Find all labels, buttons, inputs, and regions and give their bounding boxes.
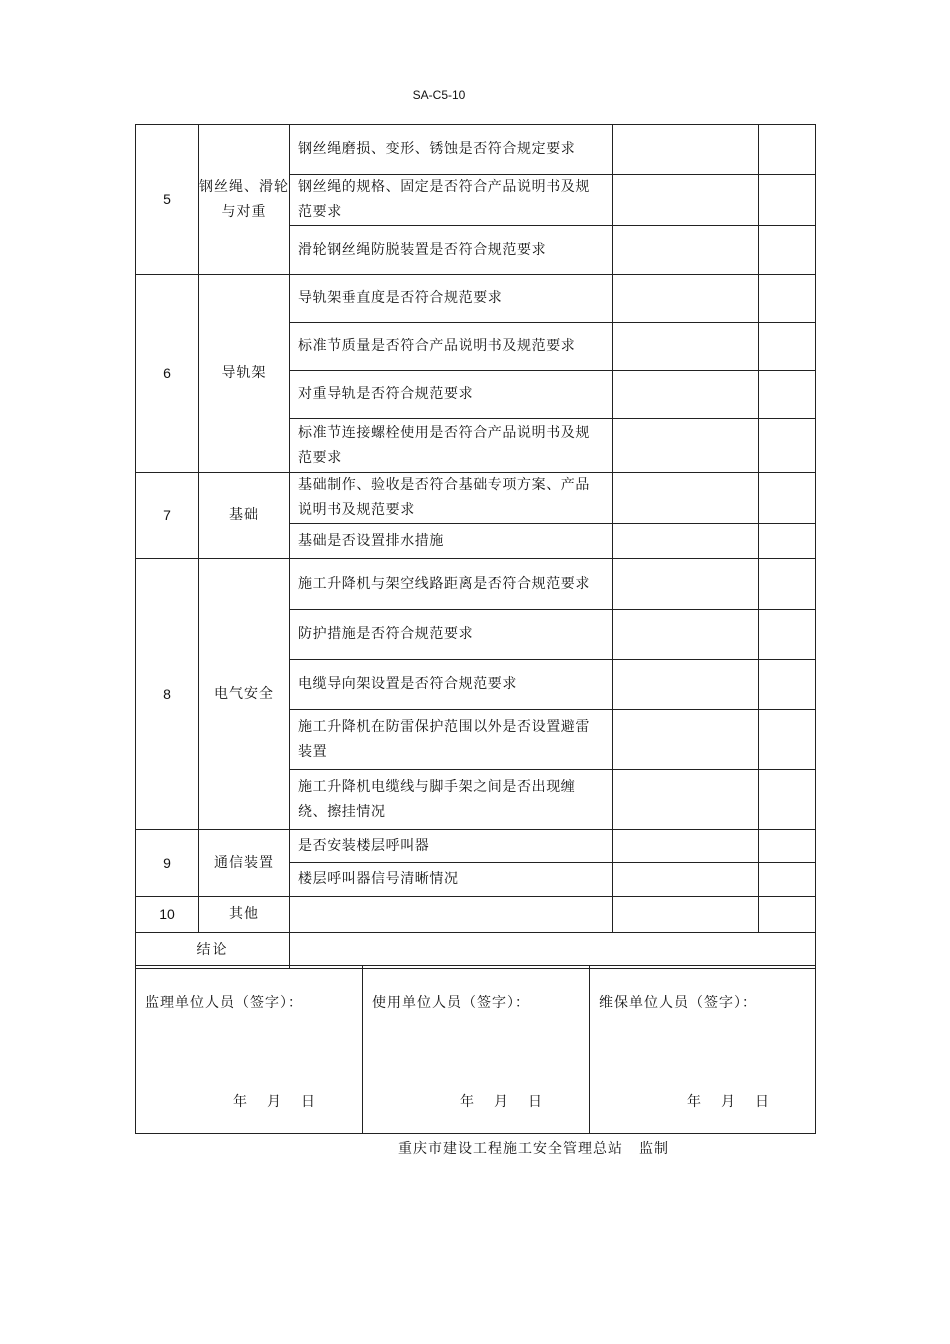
check-item: 对重导轨是否符合规范要求	[290, 371, 613, 419]
date-month: 月	[721, 1094, 735, 1110]
row-number: 5	[136, 125, 199, 275]
date-day: 日	[301, 1094, 315, 1110]
result-cell[interactable]	[613, 323, 759, 371]
check-item: 电缆导向架设置是否符合规范要求	[290, 660, 613, 710]
remark-cell[interactable]	[759, 419, 816, 473]
check-item: 是否安装楼层呼叫器	[290, 830, 613, 863]
remark-cell[interactable]	[759, 473, 816, 524]
remark-cell[interactable]	[759, 897, 816, 933]
result-cell[interactable]	[613, 473, 759, 524]
date-year: 年	[233, 1094, 247, 1110]
row-category: 通信装置	[199, 830, 290, 897]
footer-suffix: 监制	[639, 1141, 669, 1157]
check-item: 钢丝绳磨损、变形、锈蚀是否符合规定要求	[290, 125, 613, 175]
date-day: 日	[755, 1094, 769, 1110]
signature-cell-user[interactable]	[363, 966, 590, 1134]
date-year: 年	[687, 1094, 701, 1110]
result-cell[interactable]	[613, 660, 759, 710]
date-month: 月	[267, 1094, 281, 1110]
check-item: 施工升降机电缆线与脚手架之间是否出现缠绕、擦挂情况	[290, 770, 613, 830]
date-month: 月	[494, 1094, 508, 1110]
signature-date	[233, 1091, 335, 1111]
table-row	[136, 897, 816, 933]
row-number: 8	[136, 559, 199, 830]
remark-cell[interactable]	[759, 830, 816, 863]
row-category: 导轨架	[199, 275, 290, 473]
footer-org: 重庆市建设工程施工安全管理总站	[398, 1141, 623, 1157]
result-cell[interactable]	[613, 419, 759, 473]
remark-cell[interactable]	[759, 226, 816, 275]
row-number: 6	[136, 275, 199, 473]
row-number: 9	[136, 830, 199, 897]
signature-label: 使用单位人员（签字）：	[372, 995, 530, 1011]
remark-cell[interactable]	[759, 275, 816, 323]
table-row	[136, 473, 816, 524]
result-cell[interactable]	[613, 524, 759, 559]
check-item: 施工升降机在防雷保护范围以外是否设置避雷装置	[290, 710, 613, 770]
check-item: 基础制作、验收是否符合基础专项方案、产品说明书及规范要求	[290, 473, 613, 524]
check-item: 防护措施是否符合规范要求	[290, 610, 613, 660]
table-row	[136, 275, 816, 323]
result-cell[interactable]	[613, 559, 759, 610]
check-item: 导轨架垂直度是否符合规范要求	[290, 275, 613, 323]
table-row	[136, 830, 816, 863]
row-number: 10	[136, 897, 199, 933]
result-cell[interactable]	[613, 371, 759, 419]
result-cell[interactable]	[613, 275, 759, 323]
check-item: 标准节连接螺栓使用是否符合产品说明书及规范要求	[290, 419, 613, 473]
check-item: 滑轮钢丝绳防脱装置是否符合规范要求	[290, 226, 613, 275]
remark-cell[interactable]	[759, 770, 816, 830]
remark-cell[interactable]	[759, 524, 816, 559]
signature-date	[687, 1091, 789, 1111]
table-row	[136, 125, 816, 175]
remark-cell[interactable]	[759, 710, 816, 770]
remark-cell[interactable]	[759, 660, 816, 710]
remark-cell[interactable]	[759, 559, 816, 610]
result-cell[interactable]	[613, 863, 759, 897]
check-item: 楼层呼叫器信号清晰情况	[290, 863, 613, 897]
result-cell[interactable]	[613, 125, 759, 175]
remark-cell[interactable]	[759, 125, 816, 175]
row-category: 基础	[199, 473, 290, 559]
conclusion-row	[136, 933, 816, 969]
row-category: 其他	[199, 897, 290, 933]
signature-table	[135, 965, 816, 1134]
table-row	[136, 559, 816, 610]
document-code: SA-C5-10	[412, 88, 466, 102]
date-day: 日	[528, 1094, 542, 1110]
result-cell[interactable]	[613, 710, 759, 770]
remark-cell[interactable]	[759, 175, 816, 226]
remark-cell[interactable]	[759, 323, 816, 371]
signature-cell-supervisor[interactable]	[136, 966, 363, 1134]
check-item: 标准节质量是否符合产品说明书及规范要求	[290, 323, 613, 371]
result-cell[interactable]	[613, 226, 759, 275]
check-item: 施工升降机与架空线路距离是否符合规范要求	[290, 559, 613, 610]
signature-label: 维保单位人员（签字）：	[599, 995, 757, 1011]
date-year: 年	[460, 1094, 474, 1110]
remark-cell[interactable]	[759, 863, 816, 897]
remark-cell[interactable]	[759, 610, 816, 660]
row-category: 钢丝绳、滑轮与对重	[199, 125, 290, 275]
check-item[interactable]	[290, 897, 613, 933]
check-item: 基础是否设置排水措施	[290, 524, 613, 559]
result-cell[interactable]	[613, 830, 759, 863]
check-item: 钢丝绳的规格、固定是否符合产品说明书及规范要求	[290, 175, 613, 226]
footer-issuer	[398, 1138, 669, 1158]
inspection-table	[135, 124, 816, 969]
signature-date	[460, 1091, 562, 1111]
row-number: 7	[136, 473, 199, 559]
result-cell[interactable]	[613, 897, 759, 933]
signature-label: 监理单位人员（签字）：	[145, 995, 303, 1011]
signature-cell-maintenance[interactable]	[590, 966, 816, 1134]
result-cell[interactable]	[613, 175, 759, 226]
result-cell[interactable]	[613, 610, 759, 660]
result-cell[interactable]	[613, 770, 759, 830]
conclusion-field[interactable]	[290, 933, 816, 969]
remark-cell[interactable]	[759, 371, 816, 419]
conclusion-label: 结论	[136, 933, 290, 969]
row-category: 电气安全	[199, 559, 290, 830]
